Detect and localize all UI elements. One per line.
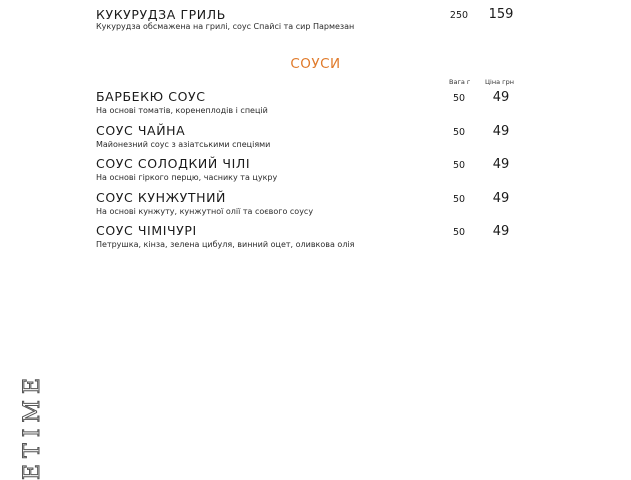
weight-column-header: Вага г <box>449 78 471 86</box>
item-description: На основі гіркого перцю, часнику та цукру <box>96 173 278 182</box>
item-description: Петрушка, кінза, зелена цибуля, винний оцет, оливкова олія <box>96 240 355 249</box>
item-weight: 250 <box>449 10 469 21</box>
section-title: СОУСИ <box>290 56 341 72</box>
item-weight: 50 <box>452 93 466 104</box>
item-name: СОУС КУНЖУТНИЙ <box>96 190 226 205</box>
item-price: 49 <box>492 124 510 139</box>
price-column-header: Ціна грн <box>485 78 514 86</box>
item-description: На основі кунжуту, кунжутної олії та соєвого соусу <box>96 207 314 216</box>
item-weight: 50 <box>452 194 466 205</box>
item-price: 49 <box>492 90 510 105</box>
item-name: КУКУРУДЗА ГРИЛЬ <box>96 7 226 22</box>
item-price: 49 <box>492 191 510 206</box>
item-price: 49 <box>492 224 510 239</box>
item-description: На основі томатів, коренеплодів і спецій <box>96 106 268 115</box>
item-weight: 50 <box>452 127 466 138</box>
item-name: СОУС СОЛОДКИЙ ЧІЛІ <box>96 156 251 171</box>
item-weight: 50 <box>452 227 466 238</box>
item-name: БАРБЕКЮ СОУС <box>96 89 206 104</box>
item-description: Майонезний соус з азіатськими спеціями <box>96 140 271 149</box>
item-name: СОУС ЧІМІЧУРІ <box>96 223 197 238</box>
item-price: 49 <box>492 157 510 172</box>
item-price: 159 <box>488 7 514 22</box>
item-name: СОУС ЧАЙНА <box>96 123 186 138</box>
item-weight: 50 <box>452 160 466 171</box>
item-description: Кукурудза обсмажена на грилі, соус Спайсі та сир Пармезан <box>96 22 355 31</box>
side-logo: ETIME <box>20 371 45 480</box>
